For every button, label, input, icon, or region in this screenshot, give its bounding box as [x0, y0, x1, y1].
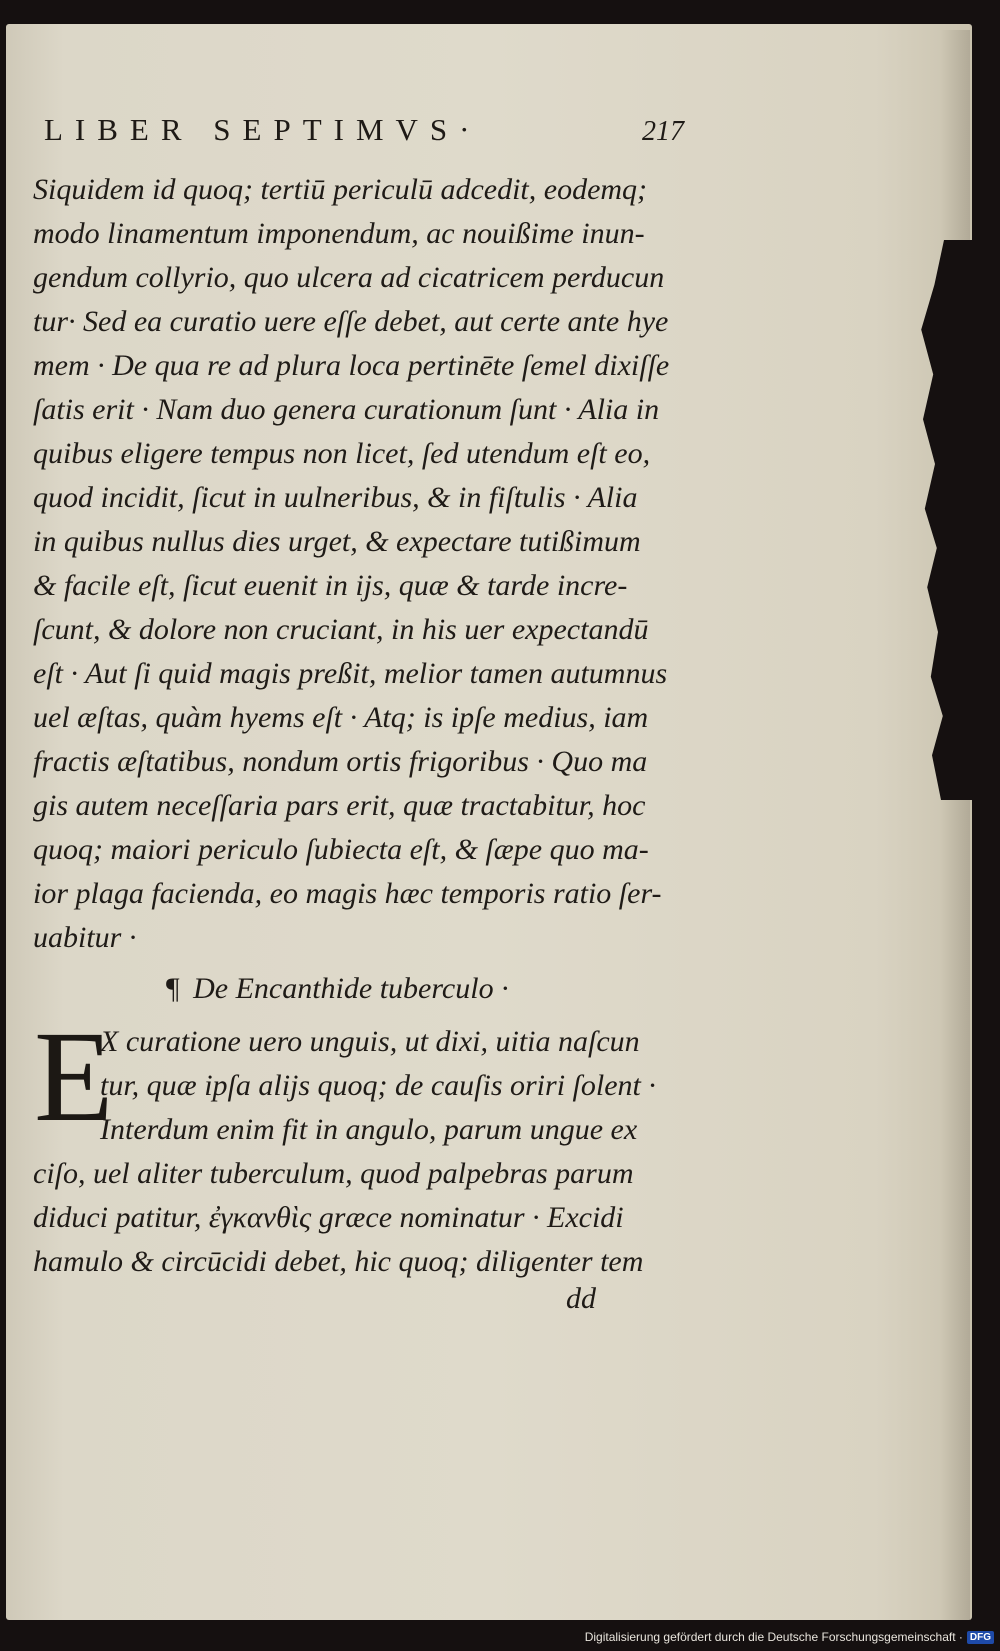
page-number: 217	[642, 116, 684, 147]
text-line: Interdum enim fit in angulo, parum ungue ex	[100, 1113, 638, 1146]
drop-capital: E	[34, 1005, 114, 1149]
text-line: X curatione uero unguis, ut dixi, uitia naſcun	[100, 1025, 640, 1058]
text-line: tur, quæ ipſa alijs quoq; de cauſis oriri ſolent ·	[100, 1069, 656, 1102]
body-text	[33, 168, 705, 960]
footer-credit: Digitalisierung gefördert durch die Deutsche Forschungsgemeinschaft ·	[584, 1630, 963, 1644]
text-line: gendum collyrio, quo ulcera ad cicatricem perducun	[33, 261, 665, 294]
text-line: ſcunt, & dolore non cruciant, in his uer expectandū	[33, 613, 649, 646]
text-line: quibus eligere tempus non licet, ſed utendum eſt eo,	[33, 437, 651, 470]
text-line: in quibus nullus dies urget, & expectare tutißimum	[33, 525, 641, 558]
page-header	[44, 112, 684, 152]
signature-mark: dd	[566, 1282, 596, 1315]
section-heading-text: De Encanthide tuberculo ·	[193, 972, 509, 1005]
text-line: Siquidem id quoq; tertiū periculū adcedit, eodemq;	[33, 173, 648, 206]
text-line: ſatis erit · Nam duo genera curationum ſunt · Alia in	[33, 393, 660, 426]
paragraph-with-initial	[100, 1020, 700, 1152]
text-line: gis autem neceſſaria pars erit, quæ tractabitur, hoc	[33, 789, 646, 822]
paragraph-mark-icon: ¶	[166, 972, 180, 1005]
text-line: quod incidit, ſicut in uulneribus, & in fiſtulis · Alia	[33, 481, 638, 514]
text-line: tur· Sed ea curatio uere eſſe debet, aut certe ante hye	[33, 305, 669, 338]
text-line: diduci patitur, ἐγκανθὶς græce nominatur · Excidi	[33, 1201, 624, 1234]
running-head: LIBER SEPTIMVS·	[44, 112, 482, 147]
digitization-footer	[585, 1627, 994, 1647]
text-line: mem · De qua re ad plura loca pertinēte ſemel dixiſſe	[33, 349, 670, 382]
text-line: & facile eſt, ſicut euenit in ijs, quæ & tarde incre-	[33, 569, 628, 602]
text-line: fractis æſtatibus, nondum ortis frigoribus · Quo ma	[33, 745, 648, 778]
text-line: hamulo & circūcidi debet, hic quoq; diligenter tem	[33, 1245, 644, 1278]
text-line: uel æſtas, quàm hyems eſt · Atq; is ipſe medius, iam	[33, 701, 649, 734]
text-line: quoq; maiori periculo ſubiecta eſt, & ſæpe quo ma-	[33, 833, 649, 866]
paragraph-continuation	[33, 1152, 705, 1284]
text-line: uabitur ·	[33, 921, 137, 954]
text-line: modo linamentum imponendum, ac nouißime inun-	[33, 217, 645, 250]
dfg-logo-icon: DFG	[967, 1631, 994, 1644]
text-line: ior plaga facienda, eo magis hæc temporis ratio ſer-	[33, 877, 662, 910]
section-heading	[166, 972, 509, 1006]
text-line: eſt · Aut ſi quid magis preßit, melior tamen autumnus	[33, 657, 668, 690]
text-line: ciſo, uel aliter tuberculum, quod palpebras parum	[33, 1157, 634, 1190]
